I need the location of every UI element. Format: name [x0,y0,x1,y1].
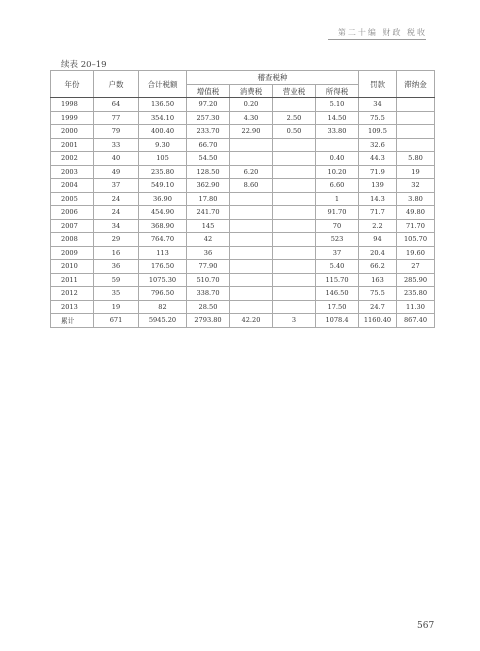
cell-consumption-tax [230,233,273,247]
cell-income-tax: 1078.4 [316,314,359,328]
cell-income-tax: 91.70 [316,206,359,220]
cell-consumption-tax: 6.20 [230,165,273,179]
cell-late-fee [397,111,435,125]
cell-vat: 241.70 [187,206,230,220]
cell-vat: 510.70 [187,273,230,287]
header-year: 年份 [51,71,94,98]
cell-vat: 54.50 [187,152,230,166]
cell-income-tax: 14.50 [316,111,359,125]
cell-income-tax: 146.50 [316,287,359,301]
cell-vat: 66.70 [187,138,230,152]
cell-year: 2011 [51,273,94,287]
table-row [51,219,435,233]
cell-year: 2003 [51,165,94,179]
cell-year: 2004 [51,179,94,193]
cell-total-tax: 9.30 [139,138,187,152]
table-row [51,152,435,166]
table-row [51,246,435,260]
cell-business-tax [273,219,316,233]
cell-late-fee: 32 [397,179,435,193]
cell-households: 34 [94,219,139,233]
table-row [51,98,435,112]
header-total-tax: 合计税额 [139,71,187,98]
cell-income-tax: 5.40 [316,260,359,274]
cell-total-tax: 1075.30 [139,273,187,287]
cell-late-fee: 19.60 [397,246,435,260]
cell-total-tax: 549.10 [139,179,187,193]
cell-households: 40 [94,152,139,166]
cell-business-tax [273,273,316,287]
cell-year: 1998 [51,98,94,112]
cell-year: 2005 [51,192,94,206]
cell-year: 2007 [51,219,94,233]
cell-fines: 71.7 [359,206,397,220]
cell-households: 19 [94,300,139,314]
cell-households: 33 [94,138,139,152]
cell-consumption-tax [230,287,273,301]
table-row [51,138,435,152]
cell-business-tax [273,165,316,179]
cell-late-fee: 19 [397,165,435,179]
cell-business-tax [273,287,316,301]
cell-fines: 109.5 [359,125,397,139]
cell-households: 77 [94,111,139,125]
cell-households: 59 [94,273,139,287]
cell-year: 2001 [51,138,94,152]
cell-households: 49 [94,165,139,179]
cell-income-tax: 70 [316,219,359,233]
cell-year: 2012 [51,287,94,301]
cell-year: 2010 [51,260,94,274]
cell-fines: 1160.40 [359,314,397,328]
cell-fines: 75.5 [359,111,397,125]
table-row [51,260,435,274]
cell-year: 2008 [51,233,94,247]
cell-vat: 362.90 [187,179,230,193]
cell-year: 1999 [51,111,94,125]
cell-consumption-tax [230,206,273,220]
cell-late-fee: 49.80 [397,206,435,220]
cell-households: 671 [94,314,139,328]
cell-income-tax: 6.60 [316,179,359,193]
cell-business-tax [273,192,316,206]
table-row [51,287,435,301]
cell-vat: 257.30 [187,111,230,125]
cell-total-tax: 400.40 [139,125,187,139]
cell-year: 2013 [51,300,94,314]
cell-vat: 77.90 [187,260,230,274]
cell-consumption-tax: 8.60 [230,179,273,193]
cell-households: 29 [94,233,139,247]
tax-audit-table [50,70,435,328]
cell-consumption-tax: 22.90 [230,125,273,139]
cell-households: 64 [94,98,139,112]
cell-vat: 338.70 [187,287,230,301]
cell-total-tax: 82 [139,300,187,314]
cell-vat: 233.70 [187,125,230,139]
cell-vat: 17.80 [187,192,230,206]
cell-year: 2002 [51,152,94,166]
cell-business-tax [273,206,316,220]
cell-year: 2009 [51,246,94,260]
cell-late-fee: 5.80 [397,152,435,166]
cell-vat: 97.20 [187,98,230,112]
cell-total-tax: 176.50 [139,260,187,274]
header-rule [328,39,426,40]
cell-consumption-tax: 4.30 [230,111,273,125]
cell-vat: 28.50 [187,300,230,314]
cell-total-tax: 368.90 [139,219,187,233]
cell-total-tax: 235.80 [139,165,187,179]
cell-consumption-tax [230,152,273,166]
cell-fines: 44.3 [359,152,397,166]
cell-consumption-tax [230,192,273,206]
cell-households: 79 [94,125,139,139]
cell-business-tax: 3 [273,314,316,328]
cell-households: 16 [94,246,139,260]
cell-households: 24 [94,192,139,206]
table-body [51,98,435,328]
cell-income-tax: 10.20 [316,165,359,179]
header-late-fee: 滞纳金 [397,71,435,98]
cell-vat: 2793.80 [187,314,230,328]
cell-income-tax [316,138,359,152]
cell-income-tax: 523 [316,233,359,247]
cell-total-tax: 796.50 [139,287,187,301]
cell-business-tax: 0.50 [273,125,316,139]
cell-year: 2000 [51,125,94,139]
cell-income-tax: 33.80 [316,125,359,139]
cell-consumption-tax [230,260,273,274]
table-row [51,300,435,314]
cell-income-tax: 1 [316,192,359,206]
cell-total-tax: 454.90 [139,206,187,220]
cell-consumption-tax: 0.20 [230,98,273,112]
cell-business-tax [273,300,316,314]
cell-income-tax: 37 [316,246,359,260]
cell-income-tax: 115.70 [316,273,359,287]
cell-fines: 2.2 [359,219,397,233]
cell-total-tax: 354.10 [139,111,187,125]
cell-consumption-tax [230,273,273,287]
table-row [51,179,435,193]
cell-fines: 32.6 [359,138,397,152]
cell-fines: 71.9 [359,165,397,179]
cell-late-fee: 27 [397,260,435,274]
cell-total-tax: 105 [139,152,187,166]
cell-fines: 139 [359,179,397,193]
cell-late-fee: 285.90 [397,273,435,287]
cell-fines: 14.3 [359,192,397,206]
header-business-tax: 营业税 [273,85,316,98]
page-number: 567 [417,621,435,631]
cell-consumption-tax [230,300,273,314]
cell-late-fee: 105.70 [397,233,435,247]
cell-business-tax [273,179,316,193]
cell-households: 36 [94,260,139,274]
cell-total-tax: 36.90 [139,192,187,206]
header-households: 户数 [94,71,139,98]
cell-late-fee [397,138,435,152]
table-row [51,192,435,206]
cell-year: 累计 [51,314,94,328]
cell-late-fee: 3.80 [397,192,435,206]
header-audited-tax-types: 稽查税种 [187,71,359,85]
cell-late-fee: 867.40 [397,314,435,328]
table-row [51,165,435,179]
cell-consumption-tax [230,246,273,260]
cell-total-tax: 5945.20 [139,314,187,328]
cell-business-tax [273,260,316,274]
total-row [51,314,435,328]
header-consumption-tax: 消费税 [230,85,273,98]
cell-consumption-tax [230,219,273,233]
table-row [51,273,435,287]
cell-late-fee: 71.70 [397,219,435,233]
cell-vat: 128.50 [187,165,230,179]
cell-business-tax [273,246,316,260]
cell-fines: 24.7 [359,300,397,314]
header-income-tax: 所得税 [316,85,359,98]
cell-late-fee [397,98,435,112]
cell-total-tax: 113 [139,246,187,260]
cell-business-tax: 2.50 [273,111,316,125]
cell-fines: 34 [359,98,397,112]
cell-fines: 20.4 [359,246,397,260]
cell-total-tax: 136.50 [139,98,187,112]
cell-fines: 94 [359,233,397,247]
cell-consumption-tax: 42.20 [230,314,273,328]
table-row [51,125,435,139]
cell-income-tax: 17.50 [316,300,359,314]
running-header: 第二十编 财政 税收 [337,28,427,37]
cell-vat: 42 [187,233,230,247]
cell-fines: 163 [359,273,397,287]
cell-vat: 145 [187,219,230,233]
cell-late-fee: 235.80 [397,287,435,301]
cell-business-tax [273,98,316,112]
cell-business-tax [273,138,316,152]
cell-income-tax: 5.10 [316,98,359,112]
cell-late-fee: 11.30 [397,300,435,314]
table-caption: 续表 20–19 [61,60,107,70]
cell-business-tax [273,152,316,166]
table-row [51,111,435,125]
cell-year: 2006 [51,206,94,220]
table-row [51,206,435,220]
cell-households: 24 [94,206,139,220]
cell-business-tax [273,233,316,247]
header-vat: 增值税 [187,85,230,98]
table-row [51,233,435,247]
cell-fines: 75.5 [359,287,397,301]
cell-households: 37 [94,179,139,193]
cell-consumption-tax [230,138,273,152]
cell-income-tax: 0.40 [316,152,359,166]
header-fines: 罚款 [359,71,397,98]
cell-households: 35 [94,287,139,301]
cell-fines: 66.2 [359,260,397,274]
cell-total-tax: 764.70 [139,233,187,247]
cell-late-fee [397,125,435,139]
cell-vat: 36 [187,246,230,260]
